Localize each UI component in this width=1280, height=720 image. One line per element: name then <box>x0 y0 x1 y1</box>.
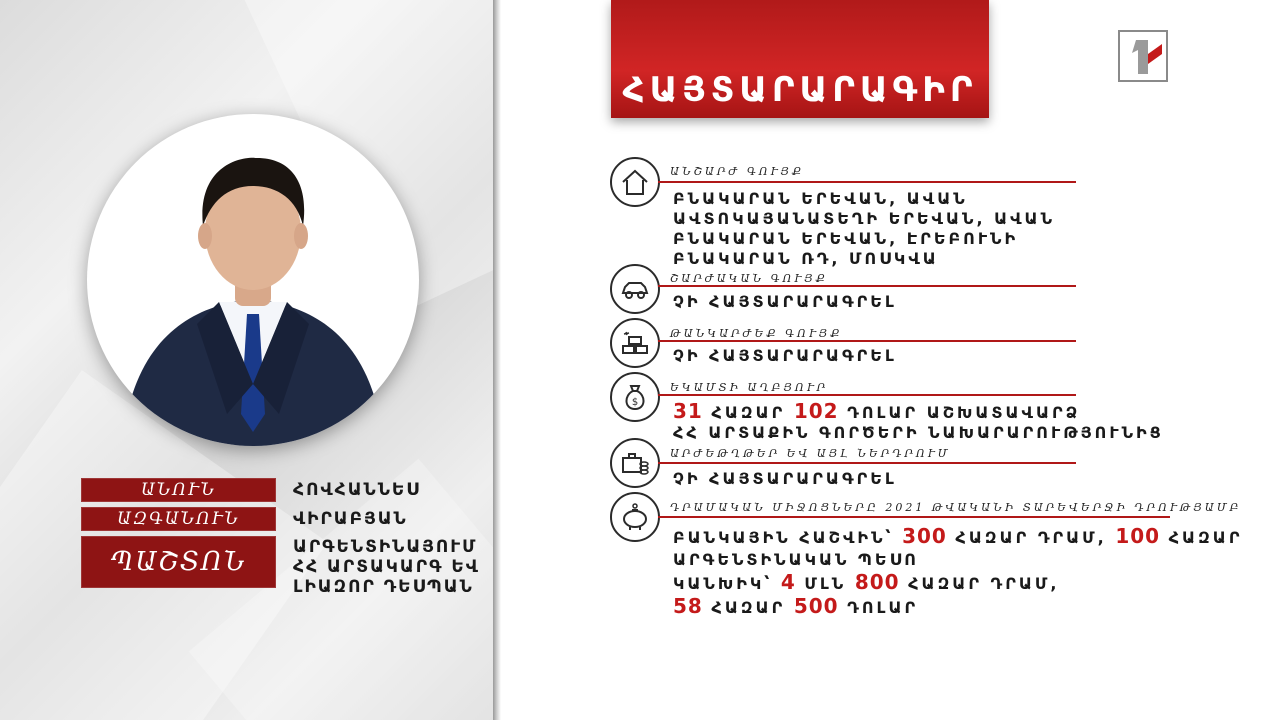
cash-text: ՄԼՆ <box>795 574 855 593</box>
income-amount: 31 <box>673 399 703 423</box>
cash-text: ԿԱՆԽԻԿ՝ <box>673 574 781 593</box>
panel-divider <box>493 0 501 720</box>
cash-text: ՀԱԶԱՐ ԴՐԱՄ, <box>946 528 1116 547</box>
income-line <box>673 401 1164 423</box>
name-value: ՀՈՎՀԱՆՆԵՍ <box>293 480 421 500</box>
gold-bars-icon <box>610 318 660 368</box>
income-amount: 102 <box>793 399 839 423</box>
section-underline <box>658 394 1076 396</box>
cash-text: ԴՈԼԱՐ <box>838 598 919 617</box>
income-description: ԴՈԼԱՐ ԱՇԽԱՏԱՎԱՐՁ <box>838 403 1081 422</box>
surname-value: ՎԻՐԱԲՅԱՆ <box>293 509 408 529</box>
income-unit: ՀԱԶԱՐ <box>702 403 794 422</box>
section-label: ԵԿԱՄՏԻ ԱՂԲՅՈՒՐ <box>670 381 829 394</box>
section-text <box>673 525 1242 619</box>
cash-amount: 300 <box>902 524 947 548</box>
position-line: ԱՐԳԵՆՏԻՆԱՅՈՒՄ <box>293 537 478 557</box>
cash-text: ՀԱԶԱՐ ԴՐԱՄ, <box>899 574 1060 593</box>
section-label: ԱՆՇԱՐԺ ԳՈՒՅՔ <box>670 165 805 178</box>
income-source: ՀՀ ԱՐՏԱՔԻՆ ԳՈՐԾԵՐԻ ՆԱԽԱՐԱՐՈՒԹՅՈՒՆԻՑ <box>673 423 1164 442</box>
house-icon <box>610 157 660 207</box>
section-underline <box>658 340 1076 342</box>
real-estate-item: ԲՆԱԿԱՐԱՆ ԵՐԵՎԱՆ, ԷՐԵԲՈՒՆԻ <box>673 229 1019 248</box>
cash-amount: 4 <box>780 570 796 594</box>
profile-panel <box>0 0 493 720</box>
piggy-bank-icon <box>610 492 660 542</box>
section-text <box>673 401 1164 443</box>
cash-text: ՀԱԶԱՐ <box>1160 528 1243 547</box>
section-underline <box>658 181 1076 183</box>
cash-amount: 100 <box>1115 524 1161 548</box>
cash-line: ԱՐԳԵՆՏԻՆԱԿԱՆ ՊԵՍՈ <box>673 550 919 569</box>
position-line: ԼԻԱԶՈՐ ԴԵՍՊԱՆ <box>293 577 474 597</box>
position-line: ՀՀ ԱՐՏԱԿԱՐԳ ԵՎ <box>293 557 480 577</box>
section-label: ՇԱՐԺԱԿԱՆ ԳՈՒՅՔ <box>670 272 828 285</box>
cash-line <box>673 595 1242 619</box>
real-estate-item: ԲՆԱԿԱՐԱՆ ՌԴ, ՄՈՍԿՎԱ <box>673 249 939 268</box>
section-underline <box>658 462 1076 464</box>
section-label: ԱՐԺԵԹՂԹԵՐ ԵՎ ԱՅԼ ՆԵՐԴՐՈՒՄ <box>670 447 951 460</box>
surname-label: ԱԶԳԱՆՈՒՆ <box>81 507 276 531</box>
section-value: ՉԻ ՀԱՅՏԱՐԱՐԱԳՐԵԼ <box>673 469 897 488</box>
briefcase-coins-icon <box>610 438 660 488</box>
car-icon <box>610 264 660 314</box>
position-label: ՊԱՇՏՈՆ <box>81 536 276 588</box>
real-estate-item: ԱՎՏՈԿԱՅԱՆԱՏԵՂԻ ԵՐԵՎԱՆ, ԱՎԱՆ <box>673 209 1055 228</box>
section-underline <box>658 285 1076 287</box>
cash-line <box>673 571 1242 595</box>
name-label: ԱՆՈՒՆ <box>81 478 276 502</box>
section-value: ՉԻ ՀԱՅՏԱՐԱՐԱԳՐԵԼ <box>673 292 897 311</box>
cash-amount: 58 <box>673 594 703 618</box>
real-estate-item: ԲՆԱԿԱՐԱՆ ԵՐԵՎԱՆ, ԱՎԱՆ <box>673 189 968 208</box>
cash-amount: 500 <box>793 594 839 618</box>
money-bag-icon <box>610 372 660 422</box>
position-value <box>293 537 480 597</box>
section-value: ՉԻ ՀԱՅՏԱՐԱՐԱԳՐԵԼ <box>673 346 897 365</box>
cash-text: ԲԱՆԿԱՅԻՆ ՀԱՇՎԻՆ՝ <box>673 528 903 547</box>
section-text <box>673 189 1055 269</box>
channel-logo <box>1118 30 1168 82</box>
cash-text: ՀԱԶԱՐ <box>702 598 794 617</box>
portrait-photo <box>87 114 419 446</box>
page-title: ՀԱՅՏԱՐԱՐԱԳԻՐ <box>622 70 978 110</box>
svg-text:$: $ <box>631 397 639 408</box>
cash-amount: 800 <box>854 570 900 594</box>
section-underline <box>658 516 1170 518</box>
cash-line <box>673 525 1242 549</box>
section-label: ԴՐԱՄԱԿԱՆ ՄԻՋՈՑՆԵՐԸ 2021 ԹՎԱԿԱՆԻ ՏԱՐԵՎԵՐՋԻ ԴՐՈՒԹՅԱՄԲ <box>670 501 1242 514</box>
declaration-header <box>611 0 989 118</box>
section-label: ԹԱՆԿԱՐԺԵՔ ԳՈՒՅՔ <box>670 327 843 340</box>
